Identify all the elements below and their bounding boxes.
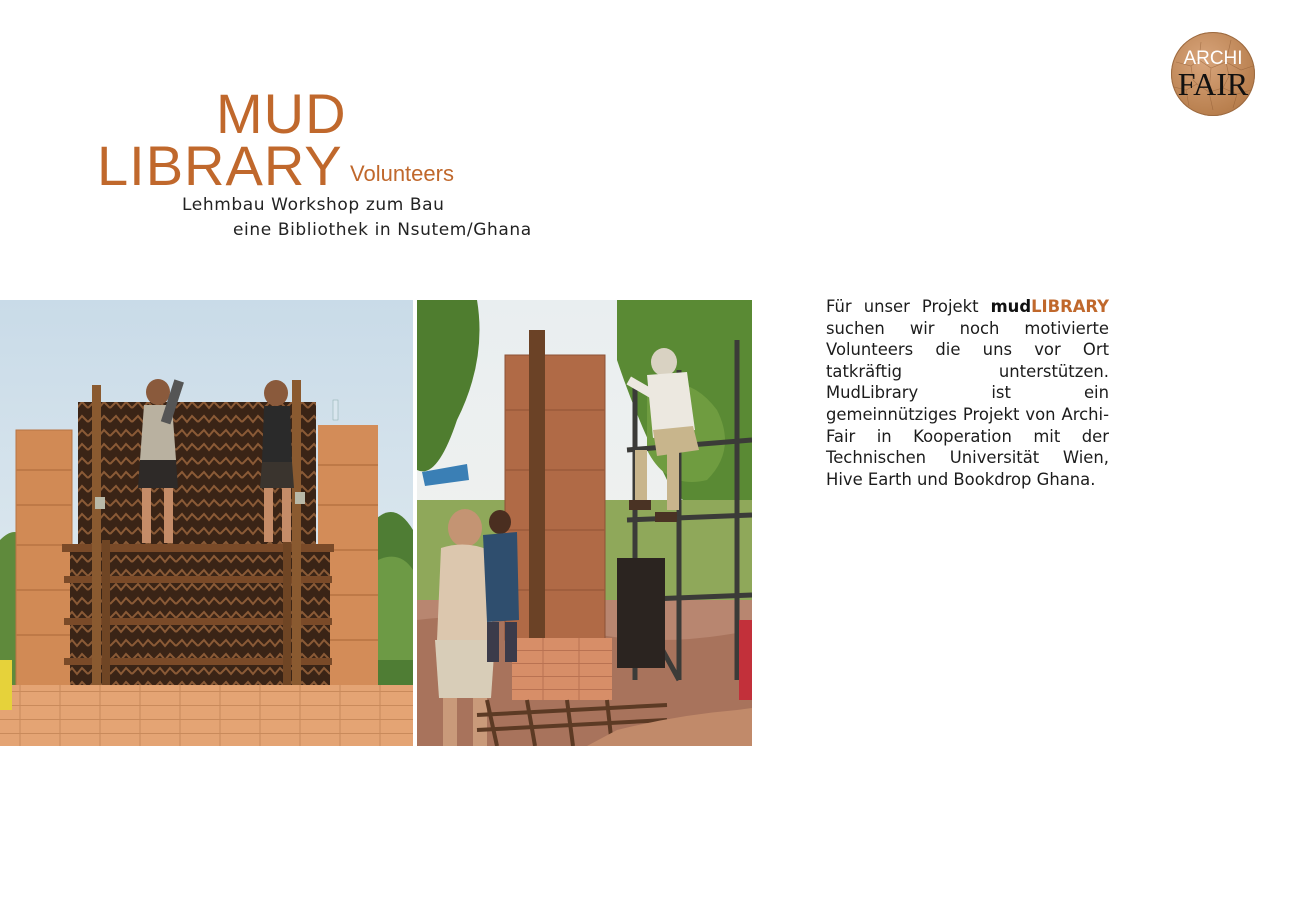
subtitle-line-2: eine Bibliothek in Nsutem/Ghana (233, 220, 532, 240)
brand-mud: mud (990, 297, 1032, 316)
intro-text: Für unser Projekt (826, 297, 991, 316)
logo-text-archi: ARCHI (1183, 48, 1243, 69)
description-text: suchen wir noch motivierte Volunteers die uns vor Ort tatkräftig unterstützen. MudLibrary ist ein gemeinnütziges Projekt von Archi-Fair in Kooperation mit der Technischen Universität Wien, Hive Earth und Bookdrop Ghana. (826, 318, 1109, 489)
archifair-logo (1171, 32, 1255, 116)
logo-text-fair: FAIR (1177, 66, 1249, 102)
photo-rammed-earth-wall (0, 300, 413, 746)
subtitle-line-1: Lehmbau Workshop zum Bau (182, 195, 445, 215)
photo-earth-column (417, 300, 752, 746)
brand-library: LIBRARY (1031, 297, 1109, 316)
title-mud: MUD (216, 82, 347, 145)
project-description (826, 296, 1109, 490)
volunteers-tag: Volunteers (350, 161, 454, 186)
title-library: LIBRARY (97, 134, 343, 197)
